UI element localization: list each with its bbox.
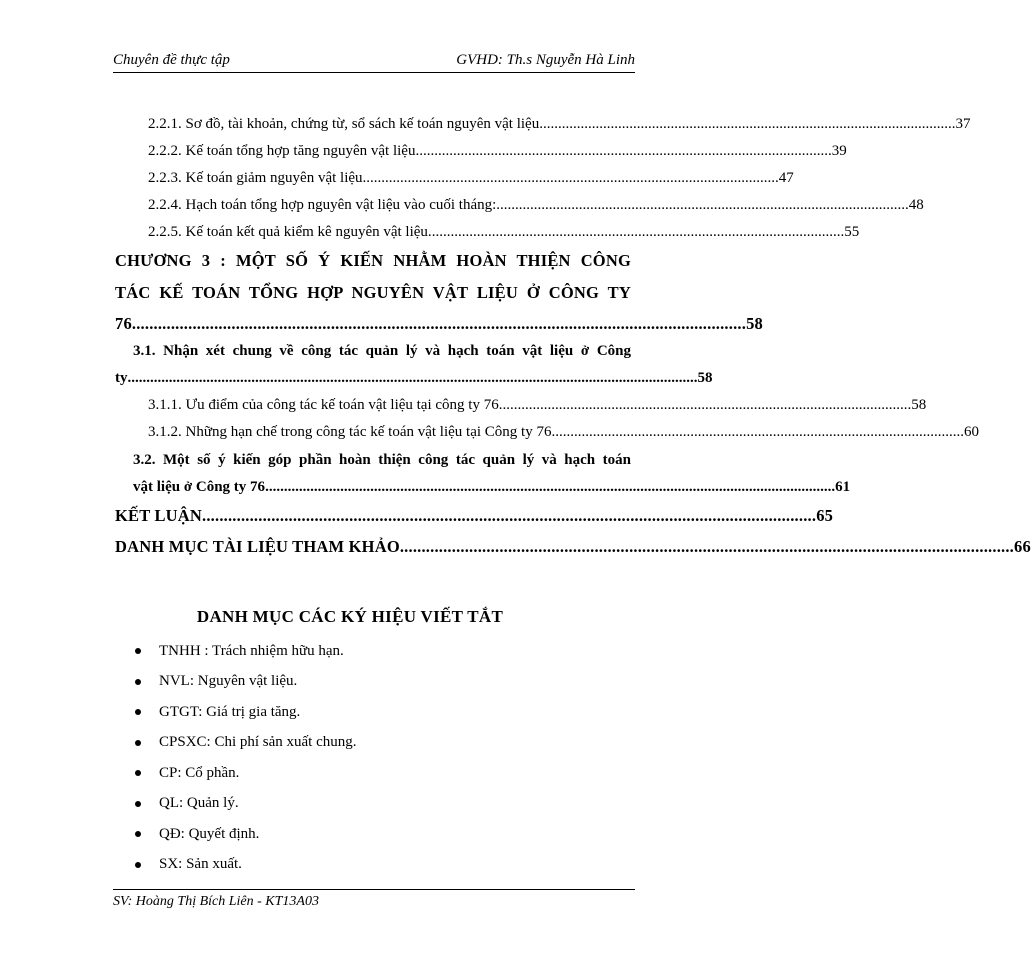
bullet-icon xyxy=(135,770,141,776)
dot-leader: .............................................................................................................. xyxy=(431,224,845,240)
bullet-icon xyxy=(135,709,141,715)
list-item xyxy=(133,819,357,850)
list-item xyxy=(133,789,357,820)
toc-entry-text: 2.2.3. Kế toán giảm nguyên vật liệu. xyxy=(148,170,367,186)
toc-entry-page: 37 xyxy=(955,116,971,132)
toc-chapter-3-line-3[interactable] xyxy=(115,314,763,334)
list-item xyxy=(133,636,357,667)
abbreviation-text: GTGT: Giá trị gia tăng. xyxy=(159,703,301,720)
toc-section-3-2-line-1[interactable]: 3.2. Một số ý kiến góp phần hoàn thiện công tác quản lý và hạch toán xyxy=(133,452,631,468)
toc-entry-text: 76 xyxy=(115,314,132,333)
toc-entry-text: vật liệu ở Công ty 76 xyxy=(133,479,266,495)
abbreviation-text: QL: Quản lý. xyxy=(159,795,239,812)
header-advisor: GVHD: Th.s Nguyễn Hà Linh xyxy=(456,52,635,68)
dot-leader: ........................................................................................................................................................ xyxy=(265,479,836,495)
toc-entry-text: DANH MỤC TÀI LIỆU THAM KHẢO xyxy=(115,537,400,556)
toc-entry-text: 2.2.2. Kế toán tổng hợp tăng nguyên vật liệu. xyxy=(148,143,420,159)
footer-student: SV: Hoàng Thị Bích Liên - KT13A03 xyxy=(113,894,319,909)
toc-entry-page: 65 xyxy=(816,506,834,525)
abbreviation-text: CPSXC: Chi phí sản xuất chung. xyxy=(159,734,357,751)
toc-entry-page: 61 xyxy=(835,479,851,495)
bullet-icon xyxy=(135,801,141,807)
page-footer xyxy=(113,889,635,910)
toc-entry-3-1-2[interactable] xyxy=(148,424,979,441)
toc-entry-text: 3.1.1. Ưu điểm của công tác kế toán vật liệu tại công ty 76 xyxy=(148,397,499,413)
toc-chapter-3-line-2[interactable]: TÁC KẾ TOÁN TỔNG HỢP NGUYÊN VẬT LIỆU Ở CÔNG TY xyxy=(115,283,631,302)
dot-leader: .............................................................................................................. xyxy=(366,170,779,186)
bullet-icon xyxy=(135,831,141,837)
bullet-icon xyxy=(135,648,141,654)
toc-entry-page: 39 xyxy=(831,143,847,159)
toc-entry-page: 58 xyxy=(911,397,927,413)
toc-chapter-3-line-1[interactable]: CHƯƠNG 3 : MỘT SỐ Ý KIẾN NHẰM HOÀN THIỆN CÔNG xyxy=(115,251,631,270)
toc-entry-2-2-4[interactable] xyxy=(148,197,924,214)
abbreviation-text: CP: Cổ phần. xyxy=(159,764,240,781)
toc-section-3-1-line-2[interactable] xyxy=(115,370,713,387)
dot-leader: .............................................................................................................. xyxy=(498,397,912,413)
toc-entry-2-2-2[interactable] xyxy=(148,143,847,160)
header-title: Chuyên đề thực tập xyxy=(113,52,230,68)
toc-entry-3-1-1[interactable] xyxy=(148,397,927,414)
toc-entry-page: 58 xyxy=(697,370,713,386)
toc-references[interactable] xyxy=(115,537,1031,557)
bullet-icon xyxy=(135,862,141,868)
toc-entry-text: 2.2.1. Sơ đồ, tài khoản, chứng từ, sổ sách kế toán nguyên vật liệu. xyxy=(148,116,543,132)
toc-conclusion[interactable] xyxy=(115,506,834,526)
toc-entry-2-2-5[interactable] xyxy=(148,224,860,241)
toc-entry-2-2-3[interactable] xyxy=(148,170,794,187)
abbreviations-title: DANH MỤC CÁC KÝ HIỆU VIẾT TẮT xyxy=(196,607,504,626)
abbreviation-text: QĐ: Quyết định. xyxy=(159,825,260,842)
toc-entry-page: 55 xyxy=(844,224,860,240)
toc-entry-page: 47 xyxy=(778,170,794,186)
dot-leader: .............................................................................................................. xyxy=(496,197,909,213)
toc-entry-text: 2.2.4. Hạch toán tổng hợp nguyên vật liệu vào cuối tháng: xyxy=(148,197,497,213)
bullet-icon xyxy=(135,740,141,746)
toc-section-3-2-line-2[interactable] xyxy=(133,479,851,496)
dot-leader: .............................................................................................................. xyxy=(419,143,832,159)
page-header xyxy=(113,50,635,73)
toc-entry-text: KẾT LUẬN xyxy=(115,506,203,525)
toc-entry-text: 3.1.2. Những hạn chế trong công tác kế toán vật liệu tại Công ty 76 xyxy=(148,424,552,440)
abbreviation-text: NVL: Nguyên vật liệu. xyxy=(159,673,298,690)
toc-entry-page: 66 xyxy=(1014,537,1031,556)
dot-leader: .............................................................................................................................................. xyxy=(202,506,817,525)
list-item xyxy=(133,758,357,789)
toc-section-3-1-line-1[interactable]: 3.1. Nhận xét chung về công tác quản lý và hạch toán vật liệu ở Công xyxy=(133,343,631,359)
abbreviation-text: TNHH : Trách nhiệm hữu hạn. xyxy=(159,642,344,659)
toc-entry-2-2-1[interactable] xyxy=(148,116,971,133)
dot-leader: ........................................................................................................................................................ xyxy=(127,370,698,386)
bullet-icon xyxy=(135,679,141,685)
toc-entry-text: ty xyxy=(115,370,128,386)
abbreviation-text: SX: Sản xuất. xyxy=(159,856,242,873)
dot-leader: .............................................................................................................. xyxy=(551,424,964,440)
toc-entry-page: 48 xyxy=(908,197,924,213)
list-item xyxy=(133,850,357,881)
toc-entry-page: 58 xyxy=(746,314,763,333)
dot-leader: .............................................................................................................. xyxy=(542,116,956,132)
toc-entry-text: 2.2.5. Kế toán kết quả kiểm kê nguyên vật liệu. xyxy=(148,224,432,240)
abbreviations-list xyxy=(133,636,357,880)
dot-leader: .............................................................................................................................................. xyxy=(399,537,1015,556)
list-item xyxy=(133,728,357,759)
list-item xyxy=(133,697,357,728)
toc-entry-page: 60 xyxy=(963,424,979,440)
list-item xyxy=(133,667,357,698)
dot-leader: .............................................................................................................................................. xyxy=(131,314,747,333)
